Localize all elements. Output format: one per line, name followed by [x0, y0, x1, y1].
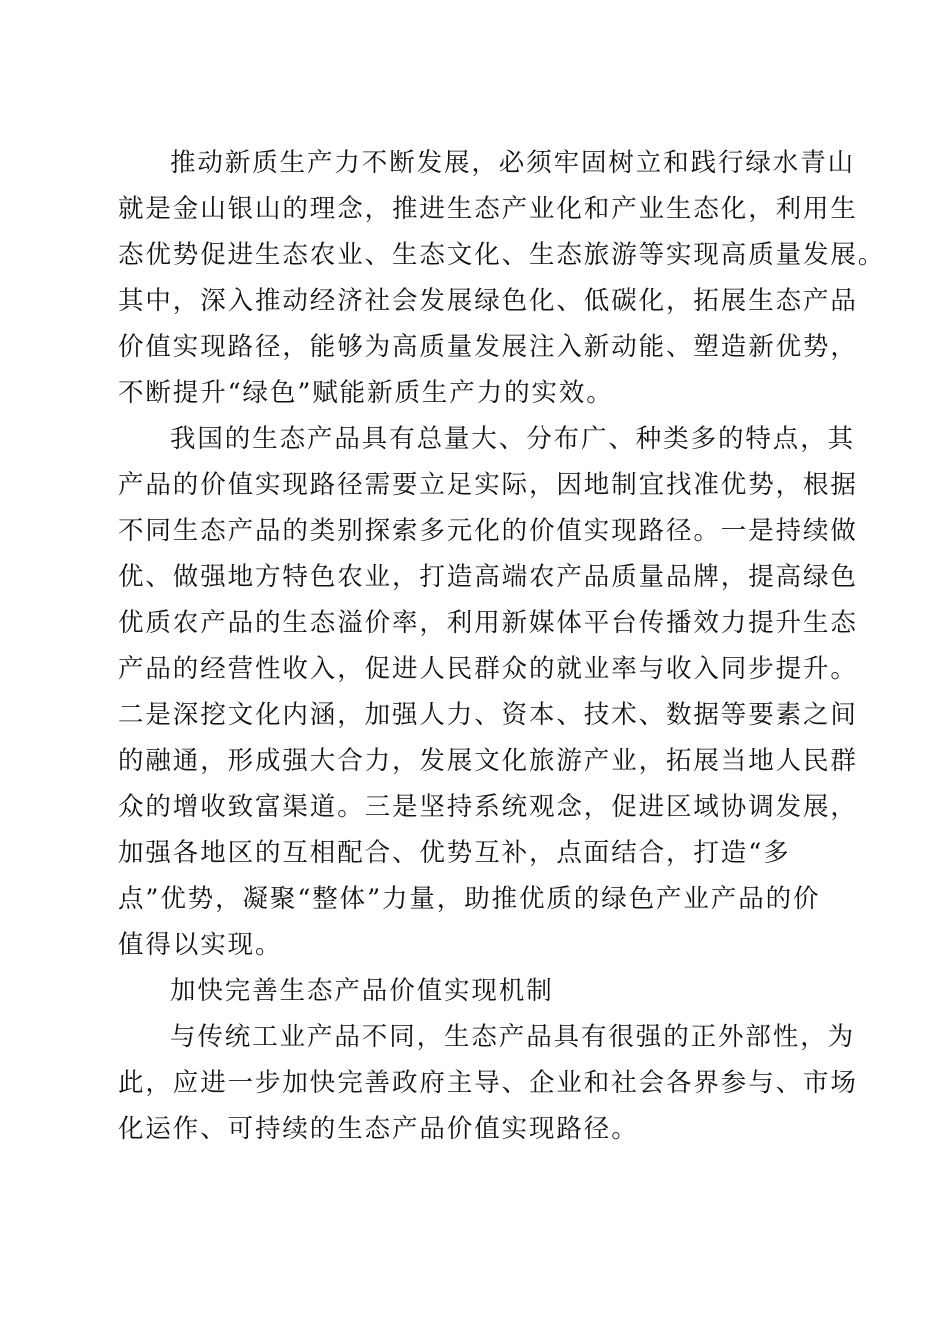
- text-line: 其中，深入推动经济社会发展绿色化、低碳化，拓展生态产品: [118, 286, 858, 316]
- text-line: 我国的生态产品具有总量大、分布广、种类多的特点，其: [170, 424, 856, 454]
- text-line: 点”优势，凝聚“整体”力量，助推优质的绿色产业产品的价: [118, 884, 821, 914]
- text-line: 推动新质生产力不断发展，必须牢固树立和践行绿水青山: [170, 148, 856, 178]
- text-line: 就是金山银山的理念，推进生态产业化和产业生态化，利用生: [118, 194, 858, 224]
- text-line: 加强各地区的互相配合、优势互补，点面结合，打造“多: [118, 838, 791, 868]
- text-line: 值得以实现。: [118, 930, 283, 960]
- paragraph-2: [118, 416, 858, 968]
- text-line: 二是深挖文化内涵，加强人力、资本、技术、数据等要素之间: [118, 700, 858, 730]
- text-line: 优质农产品的生态溢价率，利用新媒体平台传播效力提升生态: [118, 608, 858, 638]
- document-body: [118, 140, 886, 1152]
- heading-line: 加快完善生态产品价值实现机制: [170, 976, 554, 1006]
- paragraph-3: [118, 1014, 858, 1152]
- text-line: 态优势促进生态农业、生态文化、生态旅游等实现高质量发展。: [118, 240, 886, 270]
- text-line: 不断提升“绿色”赋能新质生产力的实效。: [118, 378, 614, 408]
- section-heading: [118, 968, 838, 1014]
- text-line: 优、做强地方特色农业，打造高端农产品质量品牌，提高绿色: [118, 562, 858, 592]
- text-line: 化运作、可持续的生态产品价值实现路径。: [118, 1114, 639, 1144]
- text-line: 产品的经营性收入，促进人民群众的就业率与收入同步提升。: [118, 654, 858, 684]
- text-line: 众的增收致富渠道。三是坚持系统观念，促进区域协调发展，: [118, 792, 858, 822]
- paragraph-1: [118, 140, 886, 416]
- text-line: 的融通，形成强大合力，发展文化旅游产业，拓展当地人民群: [118, 746, 858, 776]
- text-line: 与传统工业产品不同，生态产品具有很强的正外部性，为: [170, 1022, 856, 1052]
- text-line: 价值实现路径，能够为高质量发展注入新动能、塑造新优势，: [118, 332, 858, 362]
- text-line: 产品的价值实现路径需要立足实际，因地制宜找准优势，根据: [118, 470, 858, 500]
- text-line: 此，应进一步加快完善政府主导、企业和社会各界参与、市场: [118, 1068, 858, 1098]
- text-line: 不同生态产品的类别探索多元化的价值实现路径。一是持续做: [118, 516, 858, 546]
